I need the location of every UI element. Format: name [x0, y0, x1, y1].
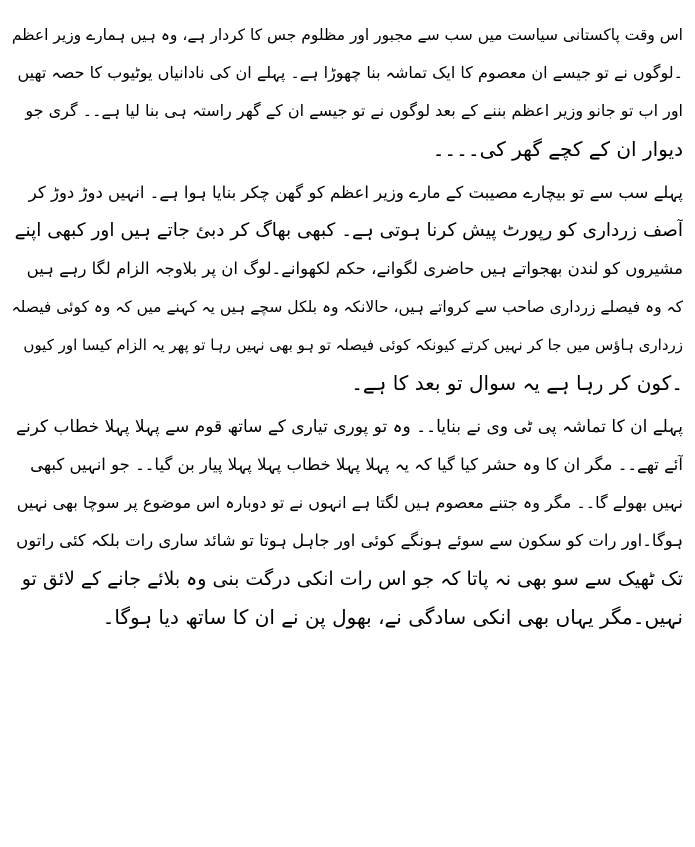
paragraph-3	[12, 408, 683, 636]
text-line: اس وقت پاکستانی سیاست میں سب سے مجبور اور مظلوم جس کا کردار ہے، وہ ہیں ہمارے وزیر اعظم	[12, 26, 683, 44]
text-line: نہیں بھولے گا۔۔ مگر وہ جتنے معصوم ہیں لگتا ہے انہوں نے تو دوبارہ اس موضوع پر سوچا بھی نہیں	[16, 493, 683, 512]
text-line: اور اب تو جانو وزیر اعظم بننے کے بعد لوگوں نے تو جیسے ان کے گھر راستہ ہی بنا لیا ہے۔۔ گری جو	[25, 101, 683, 120]
paragraph-2	[12, 174, 683, 402]
text-line: مشیروں کو لندن بھجواتے ہیں حاضری لگوانے، حکم لکھوانے۔لوگ ان پر بلاوجہ الزام لگا رہے ہیں	[26, 259, 683, 278]
text-line: ہوگا۔اور رات کو سکون سے سوئے ہونگے کوئی اور جاہل ہوتا تو شائد ساری رات بلکہ کئی راتوں	[16, 531, 683, 550]
paragraph-1	[12, 16, 683, 168]
text-line: تک ٹھیک سے سو بھی نہ پاتا کہ جو اس رات انکی درگت بنی وہ بلائے جانے کے لائق تو	[21, 568, 683, 590]
text-line: دیوار ان کے کچے گھر کی۔۔۔۔	[432, 137, 683, 161]
text-line: پہلے سب سے تو بیچارے مصیبت کے مارے وزیر اعظم کو گھن چکر بنایا ہوا ہے۔ انہیں دوڑ دوڑ کر	[28, 183, 683, 202]
text-line: ۔کون کر رہا ہے یہ سوال تو بعد کا ہے۔	[351, 371, 683, 395]
text-line: نہیں۔مگر یہاں بھی انکی سادگی نے، بھول پن نے ان کا ساتھ دیا ہوگا۔	[102, 605, 683, 629]
text-line: ۔لوگوں نے تو جیسے ان معصوم کا ایک تماشہ بنا چھوڑا ہے۔ پہلے ان کی نادانیاں یوٹیوب کا حصہ تھیں	[17, 63, 683, 82]
text-line: آصف زرداری کو رپورٹ پیش کرنا ہوتی ہے۔ کبھی بھاگ کر دبئ جاتے ہیں اور کبھی اپنے	[14, 220, 683, 241]
text-line: آئے تھے۔۔ مگر ان کا وہ حشر کیا گیا کہ یہ پہلا پہلا خطاب پہلا پہلا پیار بن گیا۔۔ جو انہیں کبھی	[30, 455, 683, 474]
text-line: پہلے ان کا تماشہ پی ٹی وی نے بنایا۔۔ وہ تو پوری تیاری کے ساتھ قوم سے پہلا پہلا خطاب کرنے	[15, 417, 683, 437]
text-line: کہ وہ فیصلے زرداری صاحب سے کرواتے ہیں، حالانکہ وہ بلکل سچے ہیں یہ کہنے میں کہ وہ کوئی فیصلہ	[12, 298, 683, 316]
text-line: زرداری ہاؤس میں جا کر نہیں کرتے کیونکہ کوئی فیصلہ تو ہو بھی نہیں رہا تو پھر یہ الزام کیسا اور کیوں	[23, 336, 683, 354]
